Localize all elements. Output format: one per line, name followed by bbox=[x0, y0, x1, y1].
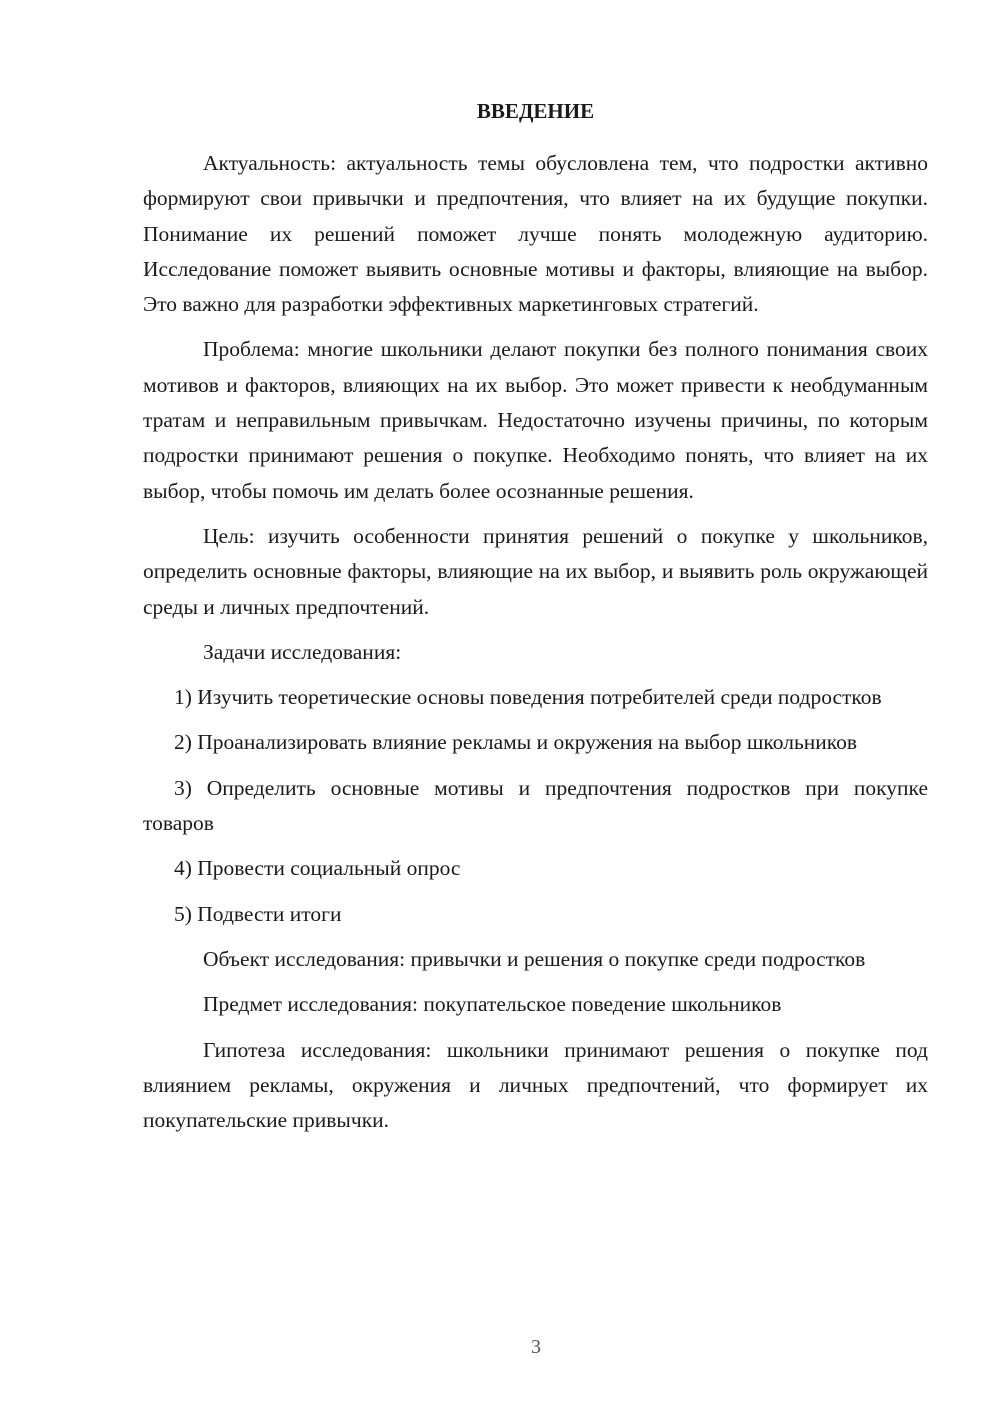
task-item-1: 1) Изучить теоретические основы поведения потребителей среди подростков bbox=[174, 685, 882, 710]
document-page bbox=[143, 96, 928, 1148]
task-item-3: 3) Определить основные мотивы и предпочтения подростков при покупке товаров bbox=[143, 775, 928, 836]
problem-paragraph: Проблема: многие школьники делают покупки без полного понимания своих мотивов и факторов, влияющих на их выбор. Это может привести к необдуманным тратам и неправильным привычкам. Недостаточно изучены причины, по которым подростки принимают решения о покупке. Необходимо понять, что влияет на их выбор, чтобы помочь им делать более осознанные решения. bbox=[143, 337, 928, 503]
page-number: 3 bbox=[531, 1336, 541, 1358]
tasks-heading: Задачи исследования: bbox=[203, 639, 402, 664]
task-item-5: 5) Подвести итоги bbox=[174, 901, 342, 926]
relevance-paragraph: Актуальность: актуальность темы обусловлена тем, что подростки активно формируют свои привычки и предпочтения, что влияет на их будущие покупки. Понимание их решений поможет лучше понять молодежную аудиторию. Исследование поможет выявить основные мотивы и факторы, влияющие на выбор. Это важно для разработки эффективных маркетинговых стратегий. bbox=[143, 151, 928, 317]
subject-paragraph: Предмет исследования: покупательское поведение школьников bbox=[203, 992, 782, 1017]
goal-paragraph: Цель: изучить особенности принятия решений о покупке у школьников, определить основные факторы, влияющие на их выбор, и выявить роль окружающей среды и личных предпочтений. bbox=[143, 523, 928, 619]
object-paragraph: Объект исследования: привычки и решения о покупке среди подростков bbox=[203, 946, 866, 971]
task-item-4: 4) Провести социальный опрос bbox=[174, 856, 461, 881]
hypothesis-paragraph: Гипотеза исследования: школьники принимают решения о покупке под влиянием рекламы, окружения и личных предпочтений, что формирует их покупательские привычки. bbox=[143, 1037, 928, 1133]
page-title: ВВЕДЕНИЕ bbox=[476, 99, 595, 123]
task-item-2: 2) Проанализировать влияние рекламы и окружения на выбор школьников bbox=[174, 730, 858, 755]
